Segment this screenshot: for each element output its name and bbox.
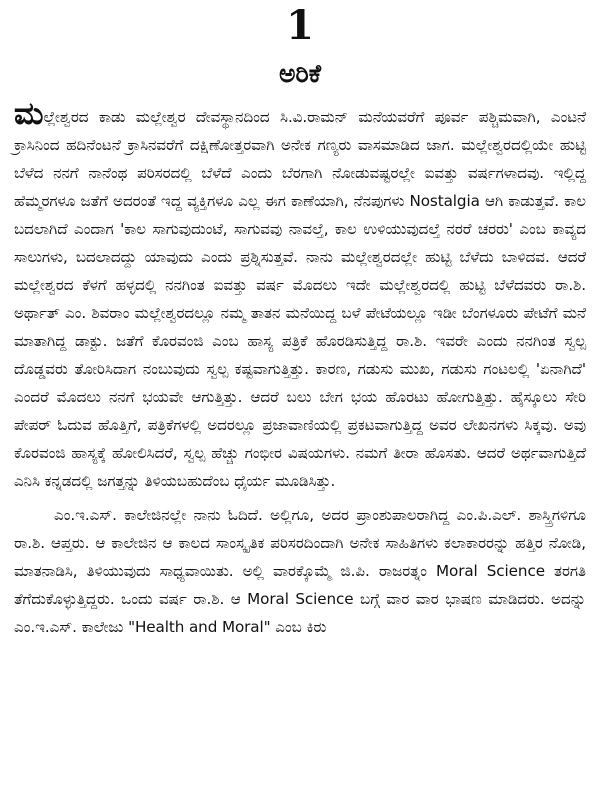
paragraph-2: ಎಂ.ಇ.ಎಸ್. ಕಾಲೇಜಿನಲ್ಲೇ ನಾನು ಓದಿದೆ. ಅಲ್ಲಿಗೂ, ಅದರ ಪ್ರಾಂಶುಪಾಲರಾಗಿದ್ದ ಎಂ.ಪಿ.ಎಲ್. ಶಾಸ್ತ್ರಿಗಳಿಗೂ ರಾ.ಶಿ. ಆಪ್ತರು. ಆ ಕಾಲೇಜಿನ ಆ ಕಾಲದ ಸಾಂಸ್ಕೃತಿಕ ಪರಿಸರದಿಂದಾಗಿ ಅನೇಕ ಸಾಹಿತಿಗಳು ಕಲಾಕಾರರನ್ನು ಹತ್ತಿರ ನೋಡಿ, ಮಾತನಾಡಿಸಿ, ತಿಳಿಯುವುದು ಸಾಧ್ಯವಾಯಿತು. ಅಲ್ಲಿ ವಾರಕ್ಕೊಮ್ಮೆ ಜಿ.ಪಿ. ರಾಜರತ್ನಂ Moral Science ತರಗತಿ ತೆಗೆದುಕೊಳ್ಳುತ್ತಿದ್ದರು. ಒಂದು ವರ್ಷ ರಾ.ಶಿ. ಆ Moral Science ಬಗ್ಗೆ ವಾರ ವಾರ ಭಾಷಣ ಮಾಡಿದರು. ಅದನ್ನು ಎಂ.ಇ.ಎಸ್. ಕಾಲೇಜು "Health and Moral" ಎಂಬ ಕಿರು bbox=[14, 506, 586, 636]
paragraph-1-text: ಲ್ಲೇಶ್ವರದ ಕಾಡು ಮಲ್ಲೇಶ್ವರ ದೇವಸ್ಥಾನದಿಂದ ಸಿ.ವಿ.ರಾಮನ್ ಮನೆಯವರೆಗೆ ಪೂರ್ವ ಪಶ್ಚಿಮವಾಗಿ, ಎಂಟನೆ ಕ್ರಾಸಿನಿಂದ ಹದಿನೆಂಟನೆ ಕ್ರಾಸಿನವರೆಗೆ ದಕ್ಷಿಣೋತ್ತರವಾಗಿ ಅನೇಕ ಗಣ್ಯರು ವಾಸಮಾಡಿದ ಜಾಗ. ಮಲ್ಲೇಶ್ವರದಲ್ಲಿಯೇ ಹುಟ್ಟಿ ಬೆಳೆದ ನನಗೆ ನಾನೆಂಥ ಪರಿಸರದಲ್ಲಿ ಬೆಳೆದೆ ಎಂದು ಬೆರಗಾಗಿ ನೋಡುವಷ್ಟರಲ್ಲೇ ಐವತ್ತು ವರ್ಷಗಳಾದವು. ಇಲ್ಲಿದ್ದ ಹೆಮ್ಮರಗಳೂ ಜತೆಗೆ ಅದರಂತೆ ಇದ್ದ ವ್ಯಕ್ತಿಗಳೂ ಎಲ್ಲ ಈಗ ಕಾಣೆಯಾಗಿ, ನೆನಪುಗಳು Nostalgia ಆಗಿ ಕಾಡುತ್ತವೆ. ಕಾಲ ಬದಲಾಗಿದೆ ಎಂದಾಗ 'ಕಾಲ ಸಾಗುವುದುಂಟೆ, ಸಾಗುವವು ನಾವಲ್ತೆ, ಕಾಲ ಉಳಿಯುವುದಲ್ತೆ ನರರೆ ಚರರು' ಎಂಬ ಕಾವ್ಯದ ಸಾಲುಗಳು, ಬದಲಾದದ್ದು ಯಾವುದು ಎಂದು ಪ್ರಶ್ನಿಸುತ್ತವೆ. ನಾನು ಮಲ್ಲೇಶ್ವರದಲ್ಲೇ ಹುಟ್ಟಿ ಬೆಳೆದು ಬಾಳಿದವ. ಆದರೆ ಮಲ್ಲೇಶ್ವರದ ಕೆಳಗೆ ಹಳ್ಳದಲ್ಲಿ ನನಗಿಂತ ಐವತ್ತು ವರ್ಷ ಮೊದಲು ಇದೇ ಮಲ್ಲೇಶ್ವರದಲ್ಲಿ ಹುಟ್ಟಿ ಬೆಳೆದವರು ರಾ.ಶಿ. ಅರ್ಥಾತ್ ಎಂ. ಶಿವರಾಂ ಮಲ್ಲೇಶ್ವರದಲ್ಲೂ ನಮ್ಮ ತಾತನ ಮನೆಯಿದ್ದ ಬಳೆ ಪೇಟೆಯಲ್ಲೂ ಇಡೀ ಬೆಂಗಳೂರು ಪೇಟೆಗೆ ಮನೆ ಮಾತಾಗಿದ್ದ ಡಾಕ್ಟು. ಜತೆಗೆ ಕೊರವಂಜಿ ಎಂಬ ಹಾಸ್ಯ ಪತ್ರಿಕೆ ಹೊರಡಿಸುತ್ತಿದ್ದ ರಾ.ಶಿ. ಇವರೇ ಎಂದು ನನಗಿಂತ ಸ್ವಲ್ಪ ದೊಡ್ಡವರು ತೋರಿಸಿದಾಗ ನಂಬುವುದು ಸ್ವಲ್ಪ ಕಷ್ಟವಾಗುತ್ತಿತ್ತು. ಕಾರಣ, ಗಡುಸು ಮುಖ, ಗಡುಸು ಗಂಟಲಲ್ಲಿ 'ಏನಾಗಿದೆ' ಎಂದರೆ ಮೊದಲು ನನಗೆ ಭಯವೇ ಆಗುತ್ತಿತ್ತು. ಆದರೆ ಬಲು ಬೇಗ ಭಯ ಹೊರಟು ಹೋಗುತ್ತಿತ್ತು. ಹೈಸ್ಕೂಲು ಸೇರಿ ಪೇಪರ್ ಓದುವ ಹೊತ್ತಿಗೆ, ಪತ್ರಿಕೆಗಳಲ್ಲಿ ಅದರಲ್ಲೂ ಪ್ರಜಾವಾಣಿಯಲ್ಲಿ ಪ್ರಕಟವಾಗುತ್ತಿದ್ದ ಅವರ ಲೇಖನಗಳು ಸಿಕ್ಕವು. ಅವು ಕೊರವಂಜಿ ಹಾಸ್ಯಕ್ಕೆ ಹೋಲಿಸಿದರೆ, ಸ್ವಲ್ಪ ಹೆಚ್ಚು ಗಂಭೀರ ವಿಷಯಗಳು. ನಮಗೆ ತೀರಾ ಹೊಸತು. ಆದರೆ ಅರ್ಥವಾಗುತ್ತಿದೆ ಎನಿಸಿ ಕನ್ನಡದಲ್ಲಿ ಜಗತ್ತನ್ನು ತಿಳಿಯಬಹುದೆಂಬ ಧೈರ್ಯ ಮೂಡಿಸಿತ್ತು. bbox=[14, 108, 586, 490]
drop-cap: ಮ bbox=[14, 96, 44, 132]
chapter-title: ಅರಿಕೆ bbox=[279, 59, 321, 88]
paragraph-1 bbox=[14, 98, 586, 495]
chapter-number: 1 bbox=[286, 2, 314, 49]
